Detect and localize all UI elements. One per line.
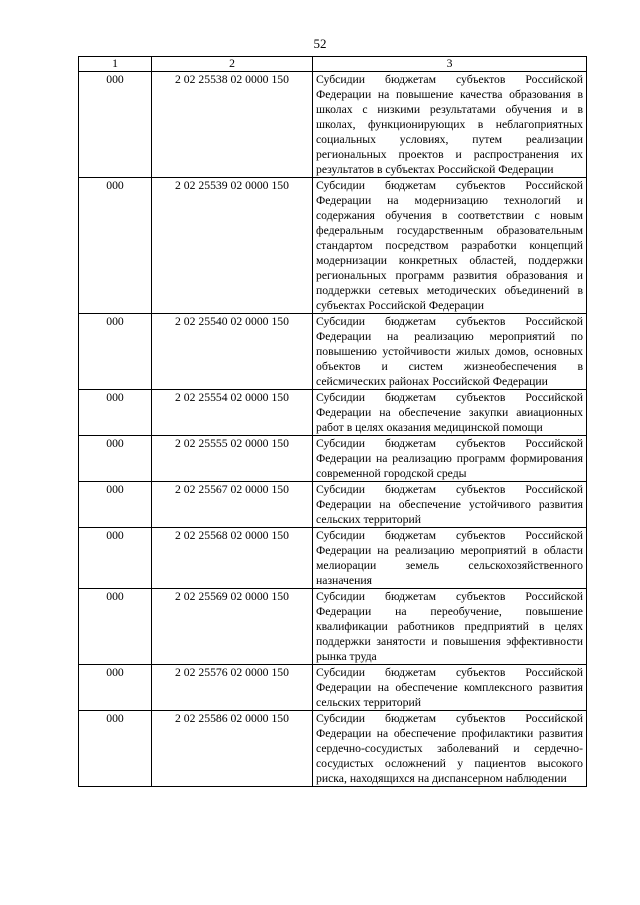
budget-classification-table [78,56,587,787]
admin-code-cell: 000 [79,178,152,314]
description-cell: Субсидии бюджетам субъектов Российской Федерации на реализацию мероприятий по повышению устойчивости жилых домов, основных объектов и систем жизнеобеспечения в сейсмических районах Российской Федерации [313,314,587,390]
description-cell: Субсидии бюджетам субъектов Российской Федерации на реализацию мероприятий в области мелиорации земель сельскохозяйственного назначения [313,528,587,589]
page-number: 52 [313,36,327,51]
admin-code-cell: 000 [79,436,152,482]
column-header-2: 2 [152,57,313,72]
description-cell: Субсидии бюджетам субъектов Российской Федерации на повышение качества образования в школах с низкими результатами обучения и в школах, функционирующих в неблагоприятных социальных условиях, путем реализации региональных проектов и распространения их результатов в субъектах Российской Федерации [313,72,587,178]
table-row [79,436,587,482]
table-row [79,711,587,787]
budget-code-cell: 2 02 25586 02 0000 150 [152,711,313,787]
table-row [79,665,587,711]
admin-code-cell: 000 [79,72,152,178]
table-row [79,482,587,528]
admin-code-cell: 000 [79,390,152,436]
budget-code-cell: 2 02 25538 02 0000 150 [152,72,313,178]
budget-code-cell: 2 02 25568 02 0000 150 [152,528,313,589]
column-header-1: 1 [79,57,152,72]
budget-code-cell: 2 02 25554 02 0000 150 [152,390,313,436]
budget-code-cell: 2 02 25567 02 0000 150 [152,482,313,528]
admin-code-cell: 000 [79,482,152,528]
admin-code-cell: 000 [79,528,152,589]
budget-code-cell: 2 02 25539 02 0000 150 [152,178,313,314]
table-row [79,589,587,665]
description-cell: Субсидии бюджетам субъектов Российской Федерации на переобучение, повышение квалификации работников предприятий в целях поддержки занятости и повышения эффективности рынка труда [313,589,587,665]
description-cell: Субсидии бюджетам субъектов Российской Федерации на реализацию программ формирования современной городской среды [313,436,587,482]
admin-code-cell: 000 [79,665,152,711]
description-cell: Субсидии бюджетам субъектов Российской Федерации на модернизацию технологий и содержания обучения в соответствии с новым федеральным государственным образовательным стандартом посредством разработки концепций модернизации конкретных областей, поддержки региональных программ развития образования и поддержки сетевых методических объединений в субъектах Российской Федерации [313,178,587,314]
table-row [79,178,587,314]
table-row [79,314,587,390]
description-cell: Субсидии бюджетам субъектов Российской Федерации на обеспечение закупки авиационных работ в целях оказания медицинской помощи [313,390,587,436]
admin-code-cell: 000 [79,314,152,390]
table-row [79,528,587,589]
budget-code-cell: 2 02 25540 02 0000 150 [152,314,313,390]
budget-code-cell: 2 02 25555 02 0000 150 [152,436,313,482]
description-cell: Субсидии бюджетам субъектов Российской Федерации на обеспечение устойчивого развития сельских территорий [313,482,587,528]
admin-code-cell: 000 [79,711,152,787]
table-header-row [79,57,587,72]
table-row [79,390,587,436]
description-cell: Субсидии бюджетам субъектов Российской Федерации на обеспечение профилактики развития сердечно-сосудистых заболеваний и сердечно-сосудистых осложнений у пациентов высокого риска, находящихся на диспансерном наблюдении [313,711,587,787]
column-header-3: 3 [313,57,587,72]
budget-code-cell: 2 02 25576 02 0000 150 [152,665,313,711]
admin-code-cell: 000 [79,589,152,665]
budget-code-cell: 2 02 25569 02 0000 150 [152,589,313,665]
description-cell: Субсидии бюджетам субъектов Российской Федерации на обеспечение комплексного развития сельских территорий [313,665,587,711]
table-row [79,72,587,178]
